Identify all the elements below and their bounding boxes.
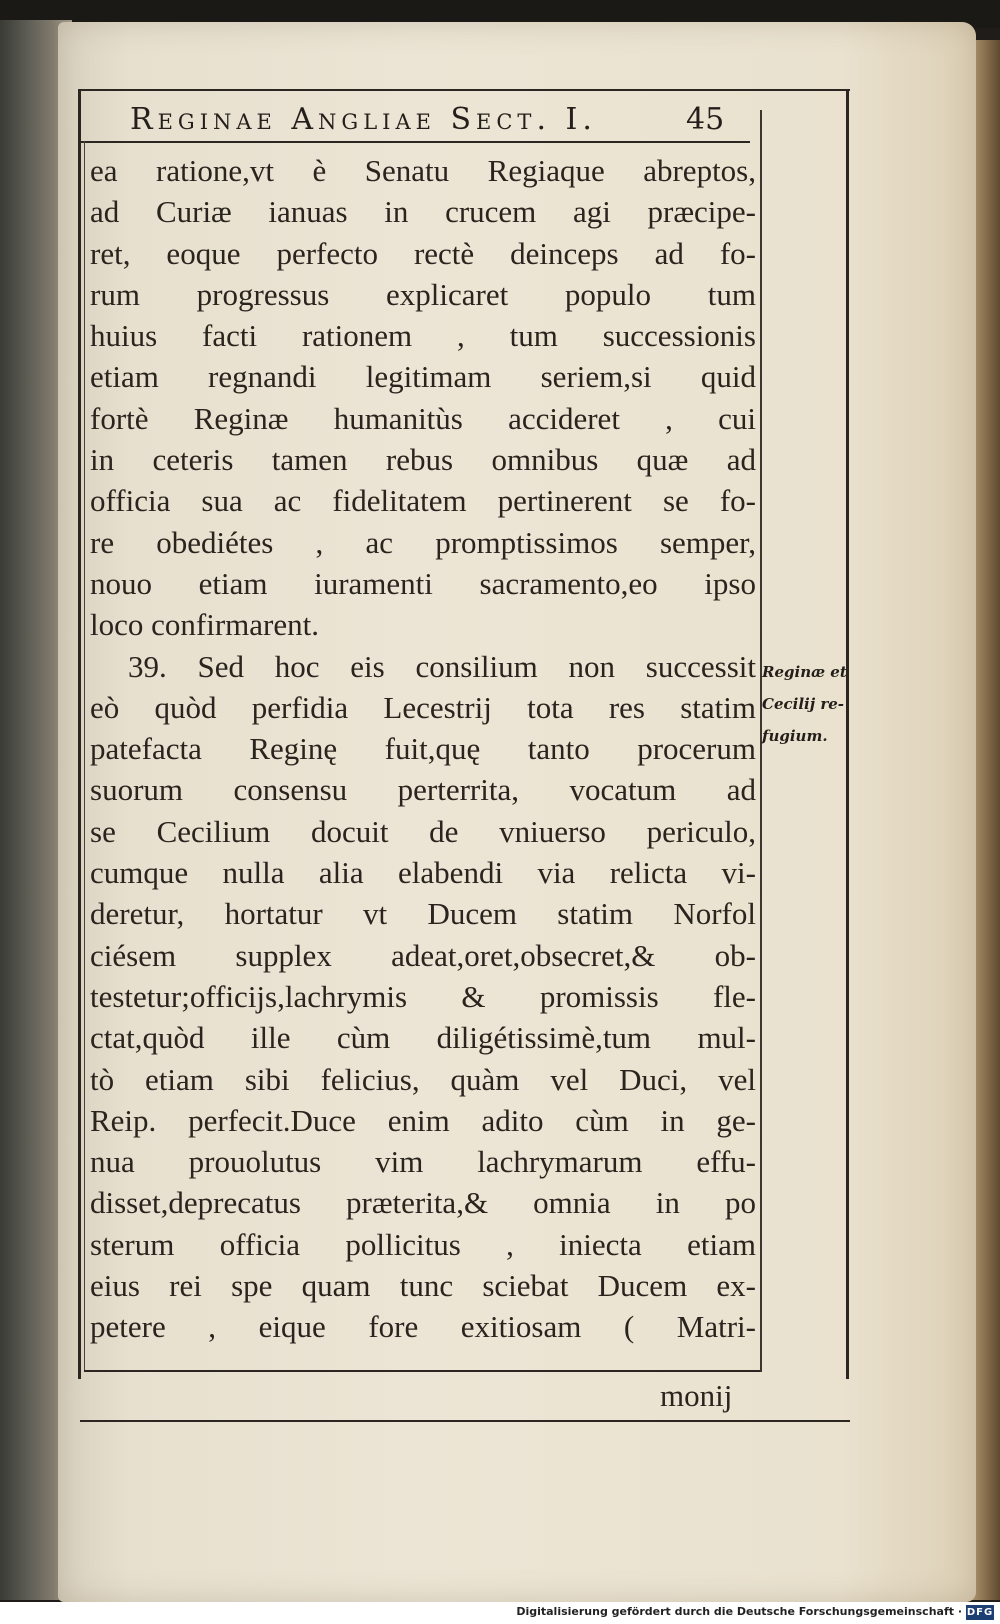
text-line: re obediétes , ac promptissimos semper, bbox=[90, 524, 756, 560]
text-line: eò quòd perfidia Lecestrij tota res statim bbox=[90, 689, 756, 725]
text-line: Reip. perfecit.Duce enim adito cùm in ge- bbox=[90, 1102, 756, 1138]
text-line: patefacta Reginę fuit,quę tanto procerum bbox=[90, 731, 756, 767]
frame-rule-left-outer bbox=[78, 89, 81, 1379]
frame-rule-bottom-outer bbox=[80, 1420, 850, 1422]
margin-note bbox=[762, 656, 852, 752]
paragraph-start-line: 39. Sed hoc eis consilium non successit bbox=[128, 648, 756, 684]
text-line: fortè Reginæ humanitùs accideret , cui bbox=[90, 400, 756, 436]
page-number: 45 bbox=[686, 102, 725, 137]
text-line: cumque nulla alia elabendi via relicta vi- bbox=[90, 855, 756, 891]
running-title: Reginae Angliae Sect. I. bbox=[130, 102, 597, 137]
text-line: huius facti rationem , tum successionis bbox=[90, 318, 756, 354]
frame-rule-top-outer bbox=[80, 89, 850, 91]
text-line: ret, eoque perfecto rectè deinceps ad fo- bbox=[90, 235, 756, 271]
text-line: testetur;officijs,lachrymis & promissis fle- bbox=[90, 978, 756, 1014]
text-line: disset,deprecatus præterita,& omnia in po bbox=[90, 1185, 756, 1221]
digitization-footer bbox=[0, 1602, 1000, 1624]
frame-rule-bottom-inner bbox=[84, 1370, 760, 1372]
frame-rule-top-inner bbox=[80, 141, 750, 143]
text-line: se Cecilium docuit de vniuerso periculo, bbox=[90, 813, 756, 849]
text-line: eius rei spe quam tunc sciebat Ducem ex- bbox=[90, 1268, 756, 1304]
running-header bbox=[130, 100, 750, 140]
text-line: tò etiam sibi felicius, quàm vel Duci, vel bbox=[90, 1061, 756, 1097]
margin-note-line: fugium. bbox=[762, 727, 828, 745]
text-line: ea ratione,vt è Senatu Regiaque abreptos, bbox=[90, 153, 756, 188]
text-line: sterum officia pollicitus , iniecta etiam bbox=[90, 1226, 756, 1262]
text-line: nouo etiam iuramenti sacramento,eo ipso bbox=[90, 565, 756, 601]
margin-note-line: Reginæ et bbox=[762, 663, 847, 681]
margin-note-line: Cecilij re- bbox=[762, 695, 845, 713]
text-line: in ceteris tamen rebus omnibus quæ ad bbox=[90, 442, 756, 478]
text-line: ciésem supplex adeat,oret,obsecret,& ob- bbox=[90, 937, 756, 973]
text-line: etiam regnandi legitimam seriem,si quid bbox=[90, 359, 756, 395]
text-line: ctat,quòd ille cùm diligétissimè,tum mul- bbox=[90, 1020, 756, 1056]
catchword: monij bbox=[660, 1378, 733, 1413]
text-line: ad Curiæ ianuas in crucem agi præcipe- bbox=[90, 194, 756, 230]
text-line: loco confirmarent. bbox=[90, 607, 319, 643]
dfg-logo: DFG bbox=[966, 1607, 994, 1618]
text-line: suorum consensu perterrita, vocatum ad bbox=[90, 772, 756, 808]
funding-credit: Digitalisierung gefördert durch die Deutsche Forschungsgemeinschaft · bbox=[516, 1605, 962, 1618]
text-line: nua prouolutus vim lachrymarum effu- bbox=[90, 1144, 756, 1180]
text-line: officia sua ac fidelitatem pertinerent se fo- bbox=[90, 483, 756, 519]
text-line: deretur, hortatur vt Ducem statim Norfol bbox=[90, 896, 756, 932]
body-text bbox=[90, 150, 756, 1348]
frame-rule-left-inner bbox=[84, 141, 85, 1371]
text-line: rum progressus explicaret populo tum bbox=[90, 276, 756, 312]
text-line: petere , eique fore exitiosam ( Matri- bbox=[90, 1309, 756, 1345]
